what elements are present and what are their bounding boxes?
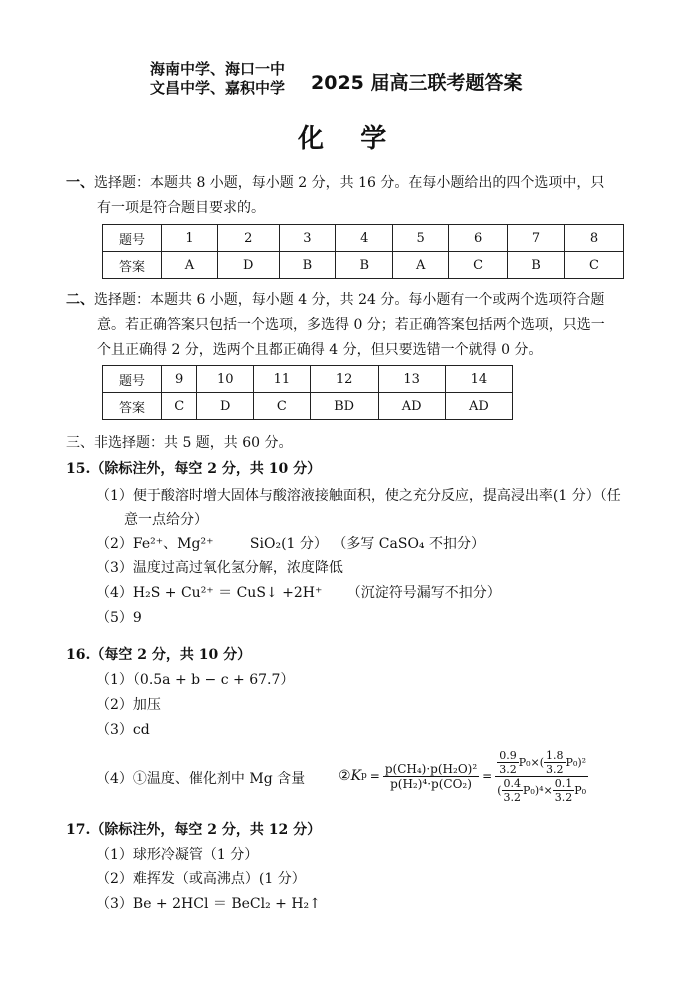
q17-answer-2: （2）难挥发（或高沸点）(1 分） [96,871,306,887]
table-cell: D [197,393,254,420]
subject-title: 化 学 [298,124,387,154]
table-cell: AD [378,393,445,420]
q16-answer-2: （2）加压 [96,697,161,713]
table-cell: A [162,252,218,279]
table-cell: 13 [378,366,445,393]
table-cell: C [254,393,311,420]
q15-answer-5: （5）9 [96,610,142,626]
section-2-intro [66,289,604,309]
q15-answer-1: （1）便于酸溶时增大固体与酸溶液接触面积，使之充分反应，提高浸出率(1 分）（任 [96,488,621,504]
table-cell: 11 [254,366,311,393]
q16-answer-4-1: （4）①温度、催化剂中 Mg 含量 [96,771,306,787]
q16-answer-1: （1）（0.5a + b − c + 67.7） [96,672,295,688]
kp-numerator-1: p(CH₄)·p(H₂O)² [384,761,478,776]
section-1-intro [66,172,604,192]
section-1-number: 一、 [66,175,94,191]
doc-title: 2025 届高三联考题答案 [311,72,523,94]
table-cell: B [336,252,393,279]
row-head-answer: 答案 [103,252,162,279]
table-row-answers [103,393,513,420]
q15-sio2: SiO₂(1 分） [249,536,328,552]
table-cell: C [564,252,623,279]
section-2-number: 二、 [66,292,94,308]
table-cell: 7 [508,225,565,252]
kp-denominator-2: ( $\frac{0.4}{3.2}$ P₀)⁴× $\frac{0.1}{3.2}$ P₀ [497,776,587,804]
table-cell: AD [445,393,512,420]
kp-fraction-1 [383,762,479,791]
table-cell: 14 [445,366,512,393]
table-cell: 9 [162,366,197,393]
q16-answer-3: （3）cd [96,722,150,738]
school-line-1: 海南中学、海口一中 [150,60,286,78]
section-1-text-b: 有一项是符合题目要求的。 [97,200,265,216]
q15-answer-2 [96,533,485,553]
answer-table-2 [102,365,513,420]
q17-answer-1: （1）球形冷凝管（1 分） [96,847,259,863]
table-cell: D [217,252,279,279]
table-cell: C [162,393,197,420]
kp-subscript: p [361,771,367,781]
section-2-text-a: 选择题：本题共 6 小题，每小题 4 分，共 24 分。每小题有一个或两个选项符合题 [94,292,605,308]
table-row-numbers [103,225,624,252]
q15-answer-1-cont: 意一点给分） [124,512,208,528]
section-2-text-c: 个且正确得 2 分，选两个且都正确得 4 分，但只要选错一个就得 0 分。 [97,342,543,358]
section-3-intro: 三、非选择题：共 5 题，共 60 分。 [66,435,293,451]
q15-note-4: （沉淀符号漏写不扣分） [346,585,501,601]
section-1-text-a: 选择题：本题共 8 小题，每小题 2 分，共 16 分。在每小题给出的四个选项中，只 [94,175,605,191]
q16-heading: 16.（每空 2 分，共 10 分） [66,647,252,663]
row-head-answer: 答案 [103,393,162,420]
q17-heading: 17.（除标注外，每空 2 分，共 12 分） [66,822,322,838]
table-cell: BD [310,393,378,420]
table-row-numbers [103,366,513,393]
table-cell: 12 [310,366,378,393]
table-cell: C [449,252,508,279]
q15-answer-4 [96,582,501,602]
table-cell: 1 [162,225,218,252]
table-cell: 3 [279,225,336,252]
q16-kp-expression: ② K p = $\frac{\text{p(CH₄)·p(H₂O)²}}{\text{p(H₂)⁴·p(CO₂)}}$ = $\frac{0.9}{3.2}$ P₀×( $\frac{1.8}{3.2}$ P₀)² ( $\frac{0.4}{3.2}$ P₀)⁴× $\frac{0.1}{3.2}$ P₀ [338,748,587,804]
kp-fraction-2 [495,749,588,804]
school-line-2: 文昌中学、嘉积中学 [150,79,286,97]
q15-answer-2-label: （2） [96,536,133,552]
q15-ions: Fe²⁺、Mg²⁺ [132,536,214,552]
q15-heading: 15.（除标注外，每空 2 分，共 10 分） [66,461,322,477]
table-cell: 6 [449,225,508,252]
q15-answer-3: （3）温度过高过氧化氢分解，浓度降低 [96,560,343,576]
table-cell: 2 [217,225,279,252]
table-cell: 8 [564,225,623,252]
kp-denominator-1: p(H₂)⁴·p(CO₂) [390,776,472,791]
table-row-answers [103,252,624,279]
table-cell: B [279,252,336,279]
q16-answer-4-2-label: ② [338,768,351,784]
row-head-number: 题号 [103,366,162,393]
row-head-number: 题号 [103,225,162,252]
q15-note-2: （多写 CaSO₄ 不扣分） [332,536,485,552]
kp-numerator-2: $\frac{0.9}{3.2}$ P₀×( $\frac{1.8}{3.2}$ P₀)² [495,749,588,777]
table-cell: B [508,252,565,279]
table-cell: 4 [336,225,393,252]
q15-answer-4-label: （4） [96,585,133,601]
table-cell: 10 [197,366,254,393]
section-2-text-b: 意。若正确答案只包括一个选项，多选得 0 分；若正确答案包括两个选项，只选一 [97,317,605,333]
table-cell: A [393,252,449,279]
answer-table-1 [102,224,624,279]
school-names [150,60,285,98]
table-cell: 5 [393,225,449,252]
q17-answer-3: （3）Be + 2HCl ＝ BeCl₂ + H₂↑ [96,896,321,912]
q15-equation: H₂S + Cu²⁺ ＝ CuS↓ +2H⁺ [132,585,323,601]
kp-symbol: K [350,768,362,784]
